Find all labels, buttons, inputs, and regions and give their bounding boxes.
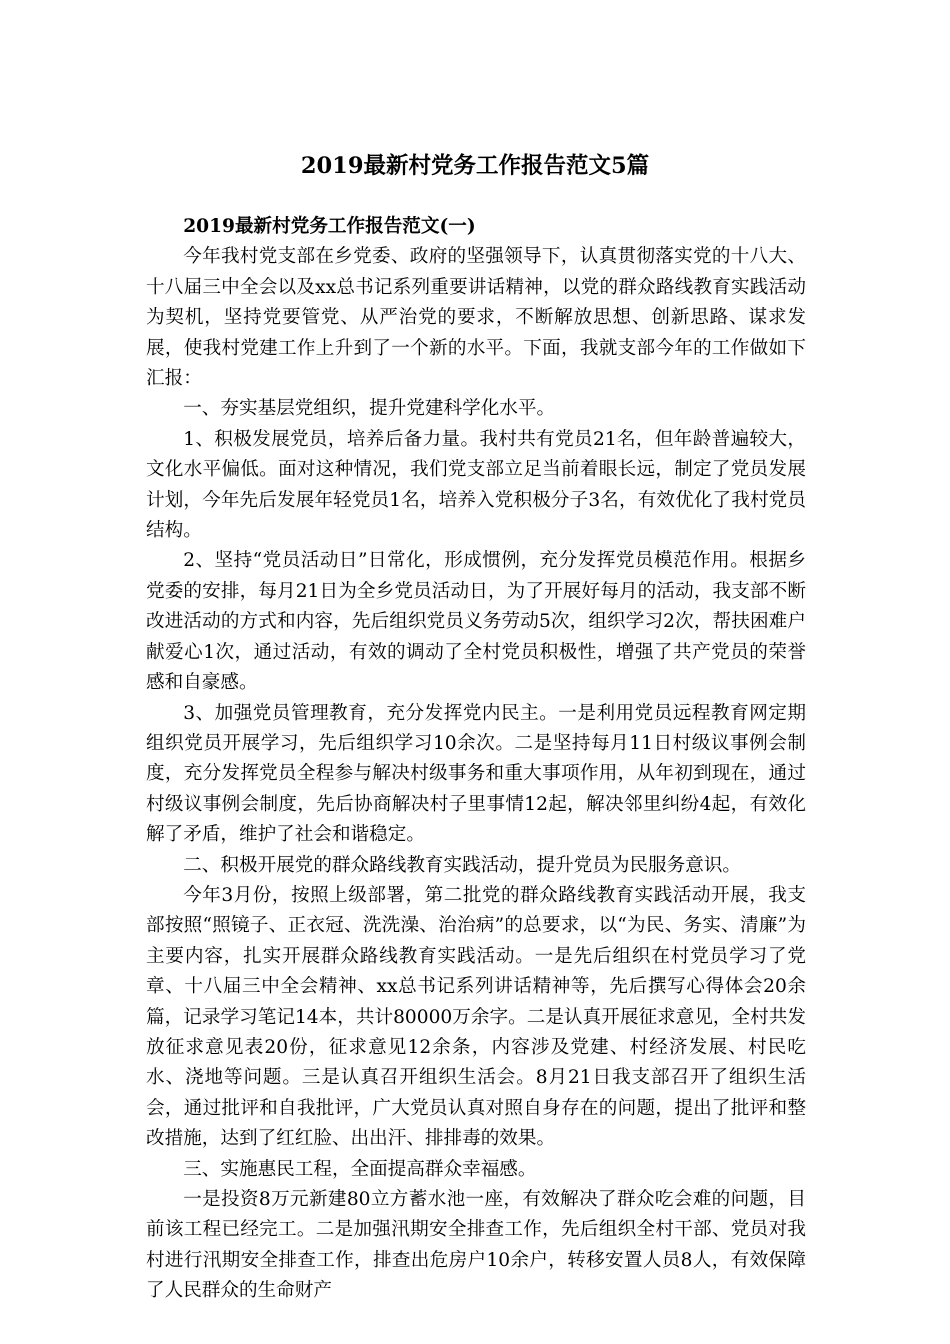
paragraph-activity: 今年3月份，按照上级部署，第二批党的群众路线教育实践活动开展，我支部按照“照镜子、正衣冠、洗洗澡、治治病”的总要求，以“为民、务实、清廉”为主要内容，扎实开展群众路线教育实践活动。一是先后组织在村党员学习了党章、十八届三中全会精神、xx总书记系列讲话精神等，先后撰写心得体会20余篇，记录学习笔记14本，共计80000万余字。二是认真开展征求意见，全村共发放征求意见表20份，征求意见12余条，内容涉及党建、村经济发展、村民吃水、浇地等问题。三是认真召开组织生活会。8月21日我支部召开了组织生活会，通过批评和自我批评，广大党员认真对照自身存在的问题，提出了批评和整改措施，达到了红红脸、出出汗、排排毒的效果。 bbox=[146, 884, 806, 1150]
paragraph-projects: 一是投资8万元新建80立方蓄水池一座，有效解决了群众吃会难的问题，目前该工程已经完工。二是加强汛期安全排查工作，先后组织全村干部、党员对我村进行汛期安全排查工作，排查出危房户10余户，转移安置人员8人，有效保障了人民群众的生命财产 bbox=[146, 1189, 806, 1302]
paragraph-item-3: 3、加强党员管理教育，充分发挥党内民主。一是利用党员远程教育网定期组织党员开展学习，先后组织学习10余次。二是坚持每月11日村级议事例会制度，充分发挥党员全程参与解决村级事务和重大事项作用，从年初到现在，通过村级议事例会制度，先后协商解决村子里事情12起，解决邻里纠纷4起，有效化解了矛盾，维护了社会和谐稳定。 bbox=[146, 702, 806, 846]
section-heading: 2019最新村党务工作报告范文(一) bbox=[183, 216, 476, 237]
page-title: 2019最新村党务工作报告范文5篇 bbox=[300, 153, 650, 179]
paragraph-item-1: 1、积极发展党员，培养后备力量。我村共有党员21名，但年龄普遍较大，文化水平偏低。面对这种情况，我们党支部立足当前着眼长远，制定了党员发展计划，今年先后发展年轻党员1名，培养入党积极分子3名，有效优化了我村党员结构。 bbox=[146, 428, 806, 542]
paragraph-heading-1: 一、夯实基层党组织，提升党建科学化水平。 bbox=[183, 398, 556, 420]
paragraph-heading-3: 三、实施惠民工程，全面提高群众幸福感。 bbox=[183, 1158, 537, 1180]
paragraph-heading-2: 二、积极开展党的群众路线教育实践活动，提升党员为民服务意识。 bbox=[183, 854, 742, 876]
paragraph-intro: 今年我村党支部在乡党委、政府的坚强领导下，认真贯彻落实党的十八大、十八届三中全会以及xx总书记系列重要讲话精神，以党的群众路线教育实践活动为契机，坚持党要管党、从严治党的要求，不断解放思想、创新思路、谋求发展，使我村党建工作上升到了一个新的水平。下面，我就支部今年的工作做如下汇报： bbox=[146, 246, 806, 390]
document-body bbox=[146, 212, 806, 1307]
paragraph-item-2: 2、坚持“党员活动日”日常化，形成惯例，充分发挥党员模范作用。根据乡党委的安排，每月21日为全乡党员活动日，为了开展好每月的活动，我支部不断改进活动的方式和内容，先后组织党员义务劳动5次，组织学习2次，帮扶困难户献爱心1次，通过活动，有效的调动了全村党员积极性，增强了共产党员的荣誉感和自豪感。 bbox=[146, 550, 806, 694]
